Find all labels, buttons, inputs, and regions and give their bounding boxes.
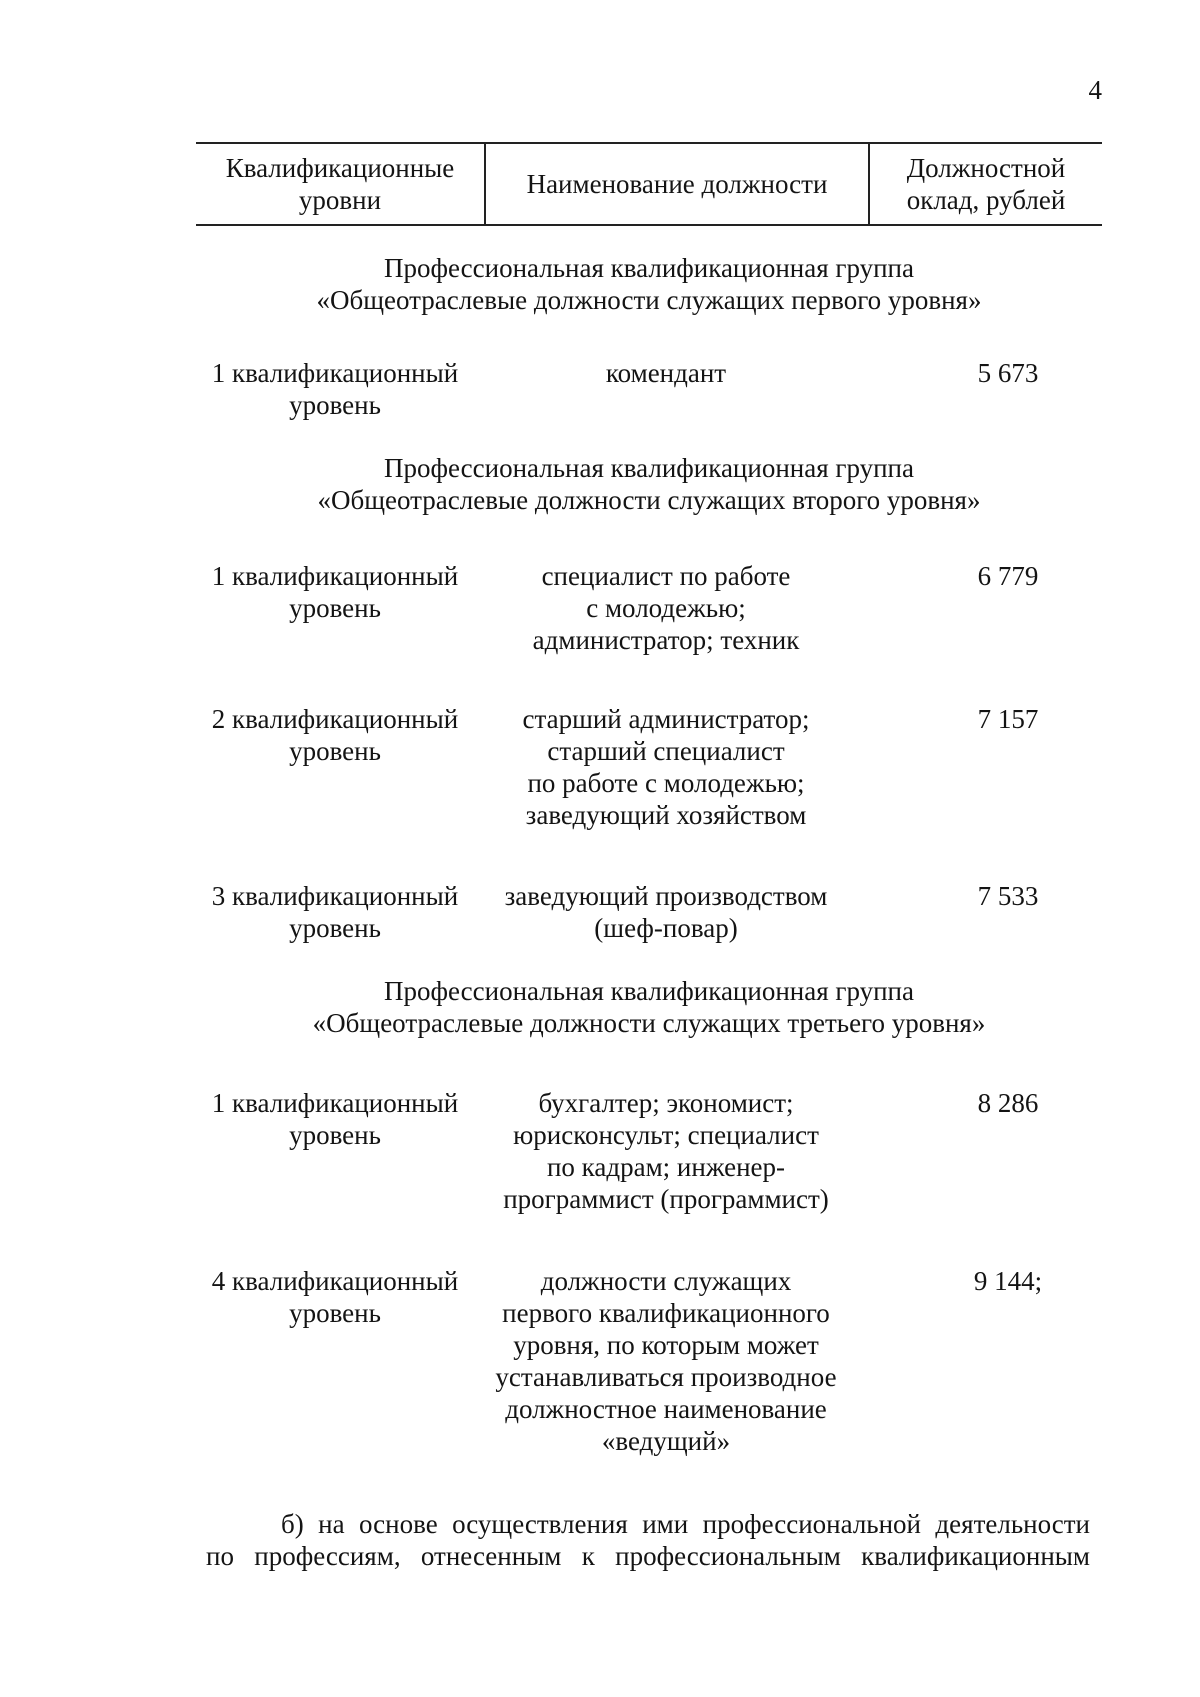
- position-name: [466, 1265, 866, 1457]
- position-line: с молодежью;: [586, 593, 746, 623]
- page-number: 4: [1088, 75, 1102, 105]
- position-line: первого квалификационного: [502, 1298, 830, 1328]
- position-line: по работе с молодежью;: [527, 768, 805, 798]
- position-name: [466, 1087, 866, 1215]
- group-title-line: Профессиональная квалификационная группа: [384, 976, 914, 1006]
- header-levels-line: уровни: [298, 185, 382, 215]
- position-line: заведующий производством: [504, 881, 828, 911]
- paragraph-line: б) на основе осуществления ими профессиональной деятельности: [281, 1509, 1090, 1539]
- salary-value: 7 157: [977, 704, 1039, 734]
- position-line: по кадрам; инженер-: [546, 1152, 786, 1182]
- position-line: старший специалист: [547, 736, 785, 766]
- position-name: [466, 560, 866, 656]
- qualification-level: [208, 703, 462, 767]
- header-levels-line: Квалификационные: [225, 153, 455, 183]
- level-line: уровень: [289, 736, 381, 766]
- level-line: 1 квалификационный: [211, 1088, 459, 1118]
- qualification-level: [208, 357, 462, 421]
- salary-value: 7 533: [977, 881, 1039, 911]
- group-title-line: «Общеотраслевые должности служащих первого уровня»: [316, 285, 982, 315]
- position-line: специалист по работе: [541, 561, 791, 591]
- level-line: уровень: [289, 1298, 381, 1328]
- position-line: заведующий хозяйством: [525, 800, 807, 830]
- level-line: 4 квалификационный: [211, 1266, 459, 1296]
- position-line: администратор; техник: [532, 625, 800, 655]
- position-line: устанавливаться производное: [495, 1362, 837, 1392]
- header-qualification-levels: [196, 144, 486, 224]
- group-title-line: Профессиональная квалификационная группа: [384, 253, 914, 283]
- salary-value: 5 673: [977, 358, 1039, 388]
- qualification-level: [208, 1087, 462, 1151]
- level-line: уровень: [289, 1120, 381, 1150]
- position-line: программист (программист): [503, 1184, 829, 1214]
- group-title-line: «Общеотраслевые должности служащих второго уровня»: [317, 485, 981, 515]
- position-line: уровня, по которым может: [513, 1330, 819, 1360]
- paragraph-line: по профессиям, отнесенным к профессиональным квалификационным: [206, 1541, 1090, 1571]
- position-line: (шеф-повар): [594, 913, 738, 943]
- level-line: уровень: [289, 390, 381, 420]
- position-line: «ведущий»: [601, 1426, 731, 1456]
- header-position-line: Наименование должности: [526, 169, 828, 199]
- level-line: 3 квалификационный: [211, 881, 459, 911]
- position-line: комендант: [605, 358, 727, 388]
- group-title-second-level: [196, 452, 1102, 516]
- position-name: [466, 703, 866, 831]
- group-title-line: Профессиональная квалификационная группа: [384, 453, 914, 483]
- position-line: бухгалтер; экономист;: [538, 1088, 794, 1118]
- salary-value: 6 779: [977, 561, 1039, 591]
- qualification-level: [208, 880, 462, 944]
- salary-value: 8 286: [977, 1088, 1039, 1118]
- body-paragraph: [206, 1508, 1090, 1572]
- position-line: должности служащих: [540, 1266, 792, 1296]
- position-line: юрисконсульт; специалист: [513, 1120, 819, 1150]
- qualification-level: [208, 560, 462, 624]
- position-line: должностное наименование: [505, 1394, 827, 1424]
- group-title-first-level: [196, 252, 1102, 316]
- header-position-name: [486, 144, 870, 224]
- position-name: [466, 357, 866, 389]
- group-title-third-level: [196, 975, 1102, 1039]
- level-line: 1 квалификационный: [211, 358, 459, 388]
- position-line: старший администратор;: [522, 704, 810, 734]
- table-header: [196, 142, 1102, 226]
- level-line: уровень: [289, 593, 381, 623]
- salary-value: 9 144;: [973, 1266, 1043, 1296]
- qualification-level: [208, 1265, 462, 1329]
- level-line: уровень: [289, 913, 381, 943]
- level-line: 2 квалификационный: [211, 704, 459, 734]
- header-salary-line: оклад, рублей: [906, 185, 1066, 215]
- header-salary-line: Должностной: [906, 153, 1066, 183]
- header-salary: [870, 144, 1102, 224]
- group-title-line: «Общеотраслевые должности служащих третьего уровня»: [312, 1008, 986, 1038]
- level-line: 1 квалификационный: [211, 561, 459, 591]
- position-name: [466, 880, 866, 944]
